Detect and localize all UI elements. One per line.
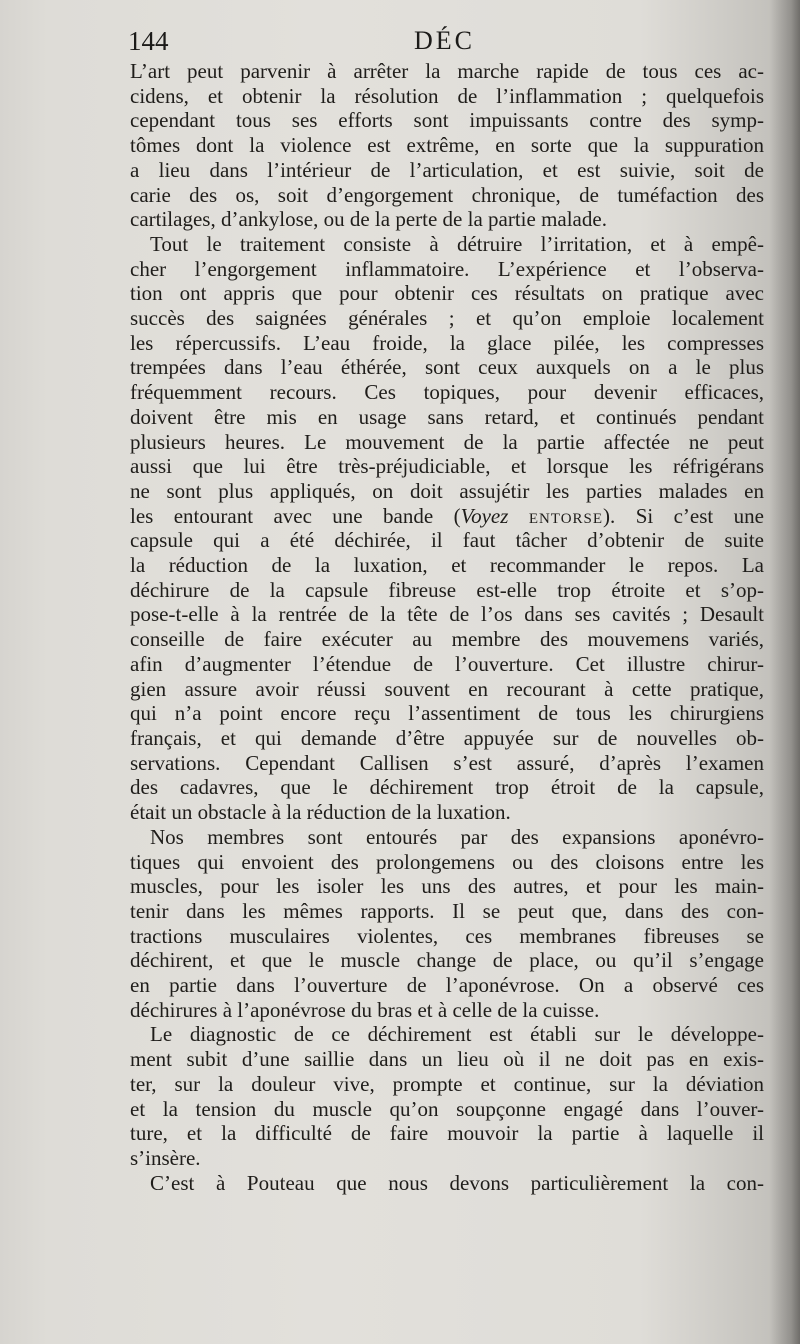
text-line: cidens, et obtenir la résolution de l’inflammation ; quelquefois [130, 83, 764, 108]
text-line: tractions musculaires violentes, ces membranes fibreuses se [130, 923, 764, 948]
text-line: afin d’augmenter l’étendue de l’ouverture. Cet illustre chirur- [130, 651, 764, 676]
running-head: DÉC [414, 26, 475, 55]
text-line: tion ont appris que pour obtenir ces résultats on pratique avec [130, 281, 764, 306]
text-line: C’est à Pouteau que nous devons particulièrement la con- [150, 1170, 764, 1195]
text-line: ture, et la difficulté de faire mouvoir la partie à laquelle il [130, 1121, 764, 1146]
text-line: Le diagnostic de ce déchirement est établi sur le développe- [150, 1022, 764, 1047]
text-line: français, et qui demande d’être appuyée sur de nouvelles ob- [130, 725, 764, 750]
text-line: tiques qui envoient des prolongemens ou des cloisons entre les [130, 849, 764, 874]
text-line: cependant tous ses efforts sont impuissants contre des symp- [130, 108, 764, 133]
text-segment: ). Si c’est une [603, 503, 764, 528]
text-line: fréquemment recours. Ces topiques, pour devenir efficaces, [130, 380, 764, 405]
text-line: était un obstacle à la réduction de la luxation. [130, 800, 511, 825]
text-line: aussi que lui être très-préjudiciable, et lorsque les réfrigérans [130, 454, 764, 479]
body-text [130, 59, 764, 1195]
text-line: gien assure avoir réussi souvent en recourant à cette pratique, [130, 676, 764, 701]
text-line: ter, sur la douleur vive, prompte et continue, sur la déviation [130, 1071, 764, 1096]
page-edge-shadow [770, 0, 800, 1344]
text-line: a lieu dans l’intérieur de l’articulation, et est suivie, soit de [130, 157, 764, 182]
text-line: déchirures à l’aponévrose du bras et à celle de la cuisse. [130, 997, 600, 1022]
text-line: servations. Cependant Callisen s’est assuré, d’après l’examen [130, 750, 764, 775]
text-line: ne sont plus appliqués, on doit assujétir les parties malades en [130, 478, 764, 503]
cross-reference-voyez: Voyez [460, 503, 509, 528]
text-line: tenir dans les mêmes rapports. Il se peut que, dans des con- [130, 898, 764, 923]
text-line: tômes dont la violence est extrême, en sorte que la suppuration [130, 133, 764, 158]
text-line: déchirure de la capsule fibreuse est-elle trop étroite et s’op- [130, 577, 764, 602]
text-line: s’insère. [130, 1145, 201, 1170]
text-line: ment subit d’une saillie dans un lieu où il ne doit pas en exis- [130, 1047, 764, 1072]
text-line: plusieurs heures. Le mouvement de la partie affectée ne peut [130, 429, 764, 454]
text-line: doivent être mis en usage sans retard, et continués pendant [130, 404, 764, 429]
text-line: en partie dans l’ouverture de l’aponévrose. On a observé ces [130, 973, 764, 998]
text-line: qui n’a point encore reçu l’assentiment de tous les chirurgiens [130, 701, 764, 726]
text-line: des cadavres, que le déchirement trop étroit de la capsule, [130, 775, 764, 800]
page-number: 144 [128, 26, 169, 56]
text-line: Tout le traitement consiste à détruire l’irritation, et à empê- [150, 231, 764, 256]
text-line-with-cross-reference [130, 504, 764, 529]
cross-reference-term: entorse [528, 503, 604, 528]
text-line: les répercussifs. L’eau froide, la glace pilée, les compresses [130, 330, 764, 355]
text-line: succès des saignées générales ; et qu’on emploie localement [130, 306, 764, 331]
text-line: cher l’engorgement inflammatoire. L’expérience et l’observa- [130, 256, 764, 281]
text-line: Nos membres sont entourés par des expansions aponévro- [150, 824, 764, 849]
text-line: muscles, pour les isoler les uns des autres, et pour les main- [130, 874, 764, 899]
text-line: cartilages, d’ankylose, ou de la perte de la partie malade. [130, 207, 607, 232]
text-line: la réduction de la luxation, et recommander le repos. La [130, 553, 764, 578]
text-line: L’art peut parvenir à arrêter la marche rapide de tous ces ac- [130, 59, 764, 83]
text-line: pose-t-elle à la rentrée de la tête de l’os dans ses cavités ; Desault [130, 602, 764, 627]
text-line: carie des os, soit d’engorgement chronique, de tuméfaction des [130, 182, 764, 207]
text-line: capsule qui a été déchirée, il faut tâcher d’obtenir de suite [130, 528, 764, 553]
text-line: et la tension du muscle qu’on soupçonne engagé dans l’ouver- [130, 1096, 764, 1121]
text-line: déchirent, et que le muscle change de place, ou qu’il s’engage [130, 948, 764, 973]
text-segment: les entourant avec une bande ( [130, 503, 461, 528]
text-line: conseille de faire exécuter au membre des mouvemens variés, [130, 627, 764, 652]
text-line: trempées dans l’eau éthérée, sont ceux auxquels on a le plus [130, 355, 764, 380]
